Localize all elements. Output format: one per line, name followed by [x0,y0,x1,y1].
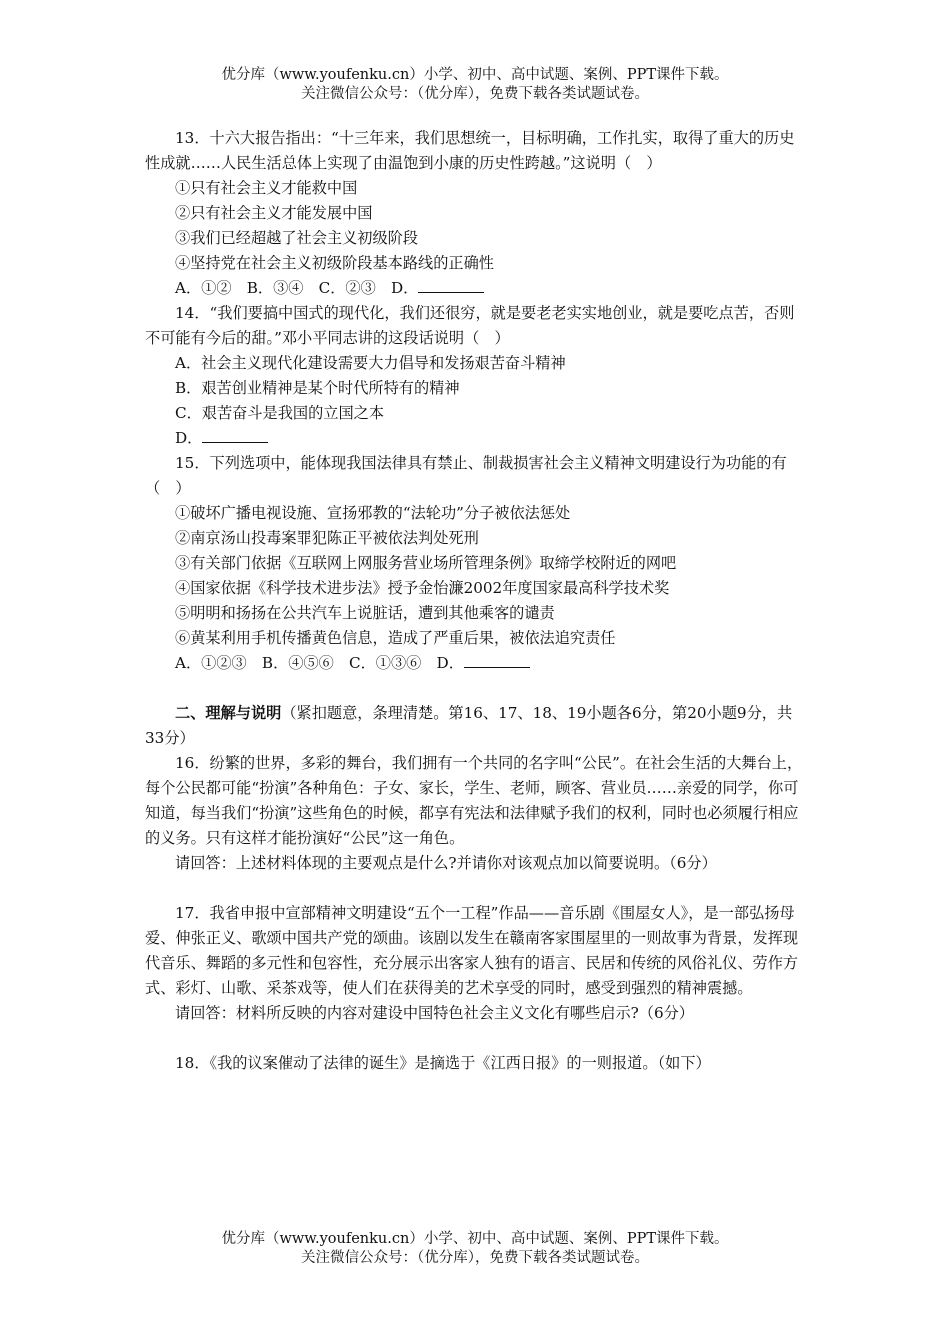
question-16-ask: 请回答：上述材料体现的主要观点是什么?并请你对该观点加以简要说明。（6分） [175,854,717,872]
footer-line-1: 优分库（www.youfenku.cn）小学、初中、高中试题、案例、PPT课件下载。 [221,1231,729,1247]
spacer [145,1026,807,1051]
question-15-item: ③有关部门依据《互联网上网服务营业场所管理条例》取缔学校附近的网吧 [175,554,677,572]
question-15-choices-text: A．①②③ B．④⑤⑥ C．①③⑥ D． [175,654,464,672]
document-body [145,126,807,1076]
question-14-option: B．艰苦创业精神是某个时代所特有的精神 [175,379,460,397]
question-14-option-d [145,426,807,451]
question-17-ask: 请回答：材料所反映的内容对建设中国特色社会主义文化有哪些启示?（6分） [175,1004,694,1022]
section-2-desc: （紧扣题意，条理清楚。第16、17、18、19小题各6分，第20小题9分，共33分） [145,704,793,747]
answer-blank [418,278,484,293]
section-2-heading [145,701,807,751]
footer-line-2: 关注微信公众号：（优分库），免费下载各类试题试卷。 [301,1250,649,1266]
header-line-1: 优分库（www.youfenku.cn）小学、初中、高中试题、案例、PPT课件下载。 [221,67,729,83]
page-header [0,66,950,104]
question-18-text: 18．《我的议案催动了法律的诞生》是摘选于《江西日报》的一则报道。（如下） [175,1054,711,1072]
answer-blank [464,653,530,668]
question-15-item: ④国家依据《科学技术进步法》授予金怡濂2002年度国家最高科学技术奖 [175,579,670,597]
question-13-item: ④坚持党在社会主义初级阶段基本路线的正确性 [175,254,494,272]
question-13-stem: 13．十六大报告指出：“十三年来，我们思想统一，目标明确，工作扎实，取得了重大的历史性成就……人民生活总体上实现了由温饱到小康的历史性跨越。”这说明（ ） [145,129,795,172]
section-2-title: 二、理解与说明 [175,704,282,722]
spacer [145,876,807,901]
question-16-text: 16．纷繁的世界，多彩的舞台，我们拥有一个共同的名字叫“公民”。在社会生活的大舞台上，每个公民都可能“扮演”各种角色：子女、家长，学生、老师，顾客、营业员……亲爱的同学，你可知道，每当我们“扮演”这些角色的时候，都享有宪法和法律赋予我们的权利，同时也必须履行相应的义务。只有这样才能扮演好“公民”这一角色。 [145,754,803,847]
question-14-option-d-label: D． [175,429,203,447]
question-15-item: ⑤明明和扬扬在公共汽车上说脏话，遭到其他乘客的谴责 [175,604,555,622]
question-17-text: 17．我省申报中宣部精神文明建设“五个一工程”作品——音乐剧《围屋女人》，是一部弘扬母爱、伸张正义、歌颂中国共产党的颂曲。该剧以发生在赣南客家围屋里的一则故事为背景，发挥现代音乐、舞蹈的多元性和包容性，充分展示出客家人独有的语言、民居和传统的风俗礼仪、劳作方式、彩灯、山歌、采茶戏等，使人们在获得美的艺术享受的同时，感受到强烈的精神震撼。 [145,904,799,997]
question-14-option: A．社会主义现代化建设需要大力倡导和发扬艰苦奋斗精神 [175,354,566,372]
question-13-choices-text: A．①② B．③④ C．②③ D． [175,279,419,297]
question-13-item: ②只有社会主义才能发展中国 [175,204,373,222]
question-14-option: C．艰苦奋斗是我国的立国之本 [175,404,385,422]
question-15-item: ⑥黄某利用手机传播黄色信息，造成了严重后果，被依法追究责任 [175,629,616,647]
question-13-item: ③我们已经超越了社会主义初级阶段 [175,229,418,247]
question-14-stem: 14．“我们要搞中国式的现代化，我们还很穷，就是要老老实实地创业，就是要吃点苦，否则不可能有今后的甜。”邓小平同志讲的这段话说明（ ） [145,304,795,347]
page-footer [0,1230,950,1268]
question-15-item: ①破坏广播电视设施、宣扬邪教的“法轮功”分子被依法惩处 [175,504,571,522]
question-13-choices [145,276,807,301]
answer-blank [202,428,268,443]
header-line-2: 关注微信公众号：（优分库），免费下载各类试题试卷。 [301,86,649,102]
question-13-item: ①只有社会主义才能救中国 [175,179,358,197]
question-15-item: ②南京汤山投毒案罪犯陈正平被依法判处死刑 [175,529,479,547]
question-15-stem: 15．下列选项中，能体现我国法律具有禁止、制裁损害社会主义精神文明建设行为功能的有（ ） [145,454,787,497]
question-15-choices [145,651,807,676]
